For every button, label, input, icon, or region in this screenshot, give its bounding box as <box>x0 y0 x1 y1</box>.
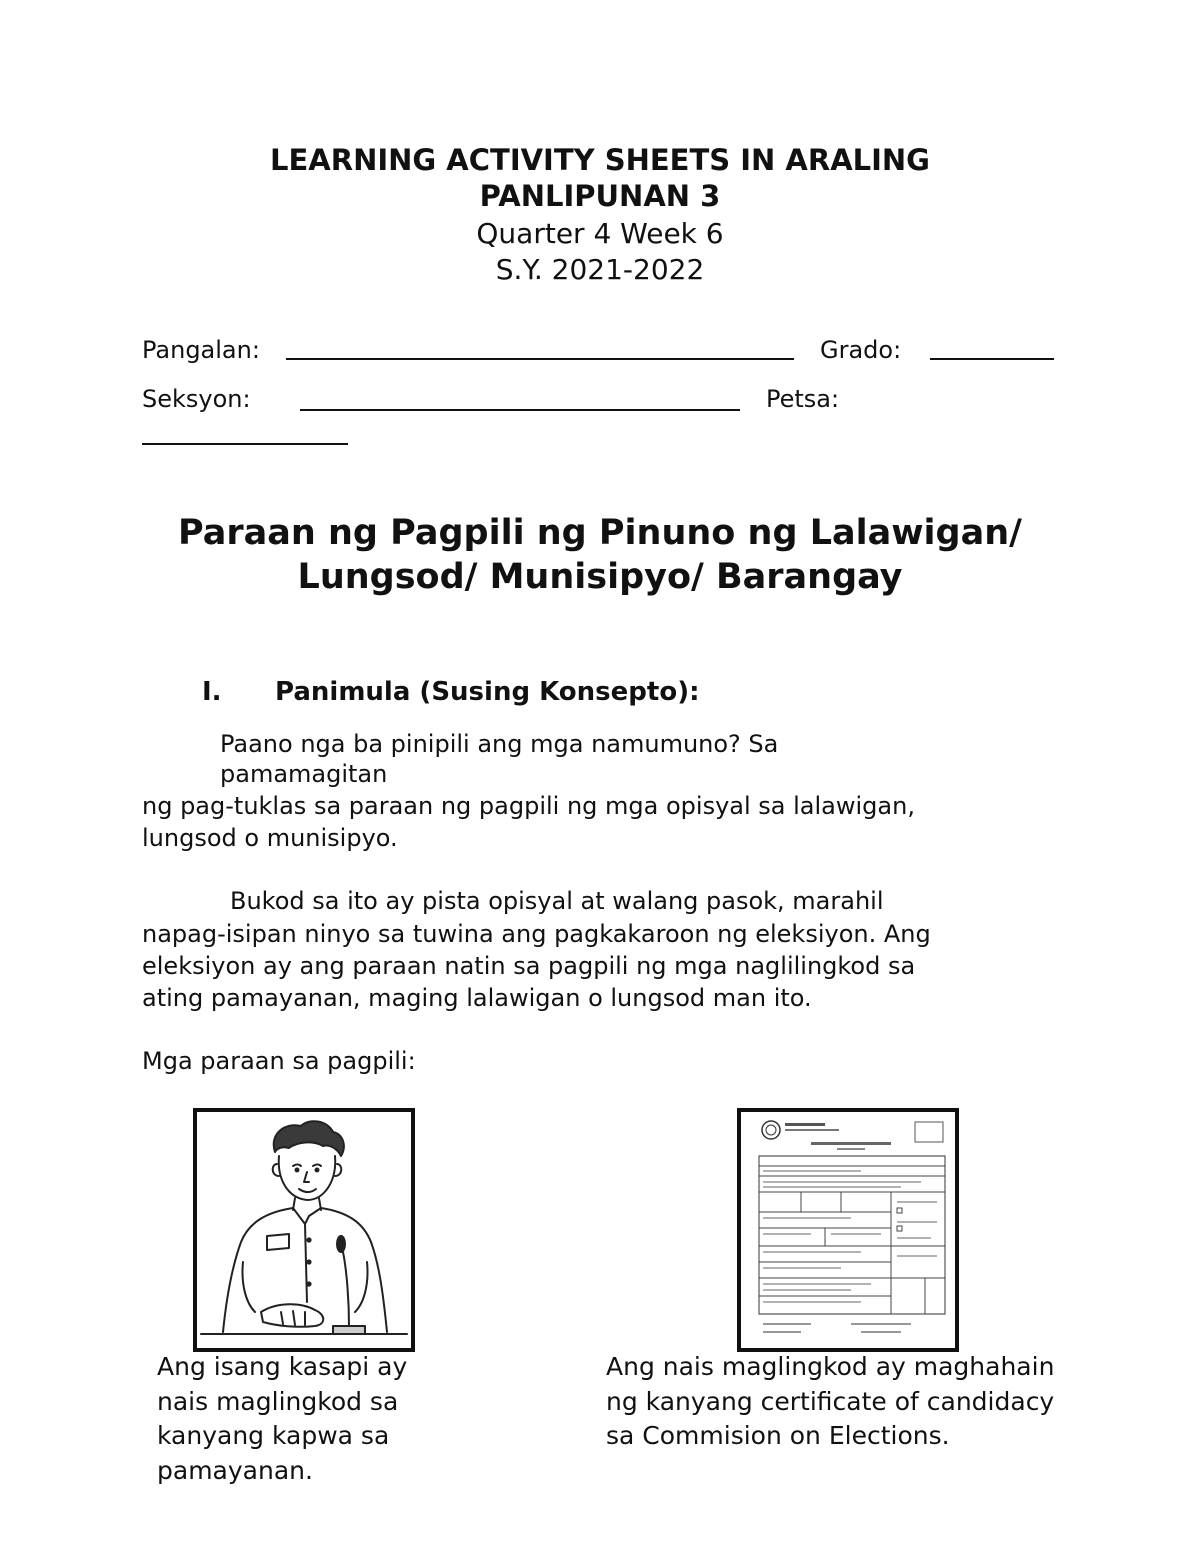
methods-label: Mga paraan sa pagpili: <box>142 1047 416 1075</box>
candidate-figure <box>193 1108 415 1352</box>
intro-p1-line-4: lungsod o munisipyo. <box>142 824 398 852</box>
intro-p2-line-1: Bukod sa ito ay pista opisyal at walang pasok, marahil <box>230 887 884 915</box>
sheet-title-line-2: PANLIPUNAN 3 <box>479 179 721 213</box>
candidate-illustration <box>197 1112 411 1348</box>
name-label: Pangalan: <box>142 336 260 364</box>
lesson-title-line-1: Paraan ng Pagpili ng Pinuno ng Lalawigan/ <box>178 513 1022 553</box>
intro-p1-line-2: pamamagitan <box>220 760 388 788</box>
left-caption-line-3: kanyang kapwa sa <box>157 1421 390 1450</box>
section-heading: Panimula (Susing Konsepto): <box>275 677 700 707</box>
intro-p2-line-3: eleksiyon ay ang paraan natin sa pagpili ng mga naglilingkod sa <box>142 952 916 980</box>
date-label: Petsa: <box>766 385 840 413</box>
candidacy-form-illustration <box>741 1112 955 1348</box>
date-field[interactable] <box>142 443 348 445</box>
candidacy-form-figure <box>737 1108 959 1352</box>
intro-p2-line-4: ating pamayanan, maging lalawigan o lungsod man ito. <box>142 984 812 1012</box>
name-field[interactable] <box>286 358 794 360</box>
grade-label: Grado: <box>820 336 902 364</box>
section-label: Seksyon: <box>142 385 251 413</box>
intro-p1-line-3: ng pag-tuklas sa paraan ng pagpili ng mga opisyal sa lalawigan, <box>142 792 915 820</box>
right-caption-line-1: Ang nais maglingkod ay maghahain <box>606 1352 1055 1381</box>
lesson-title-line-2: Lungsod/ Munisipyo/ Barangay <box>297 557 903 597</box>
school-year: S.Y. 2021-2022 <box>495 253 705 286</box>
quarter-week: Quarter 4 Week 6 <box>476 217 724 250</box>
right-caption-line-3: sa Commision on Elections. <box>606 1421 950 1450</box>
sheet-title-line-1: LEARNING ACTIVITY SHEETS IN ARALING <box>270 143 930 177</box>
grade-field[interactable] <box>930 358 1054 360</box>
intro-p2-line-2: napag-isipan ninyo sa tuwina ang pagkakaroon ng eleksiyon. Ang <box>142 920 931 948</box>
left-caption-line-2: nais maglingkod sa <box>157 1387 399 1416</box>
right-caption-line-2: ng kanyang certificate of candidacy <box>606 1387 1055 1416</box>
section-number: I. <box>202 677 222 707</box>
left-caption-line-4: pamayanan. <box>157 1456 313 1485</box>
section-field[interactable] <box>300 409 740 411</box>
intro-p1-line-1: Paano nga ba pinipili ang mga namumuno? Sa <box>220 730 779 758</box>
left-caption-line-1: Ang isang kasapi ay <box>157 1352 408 1381</box>
